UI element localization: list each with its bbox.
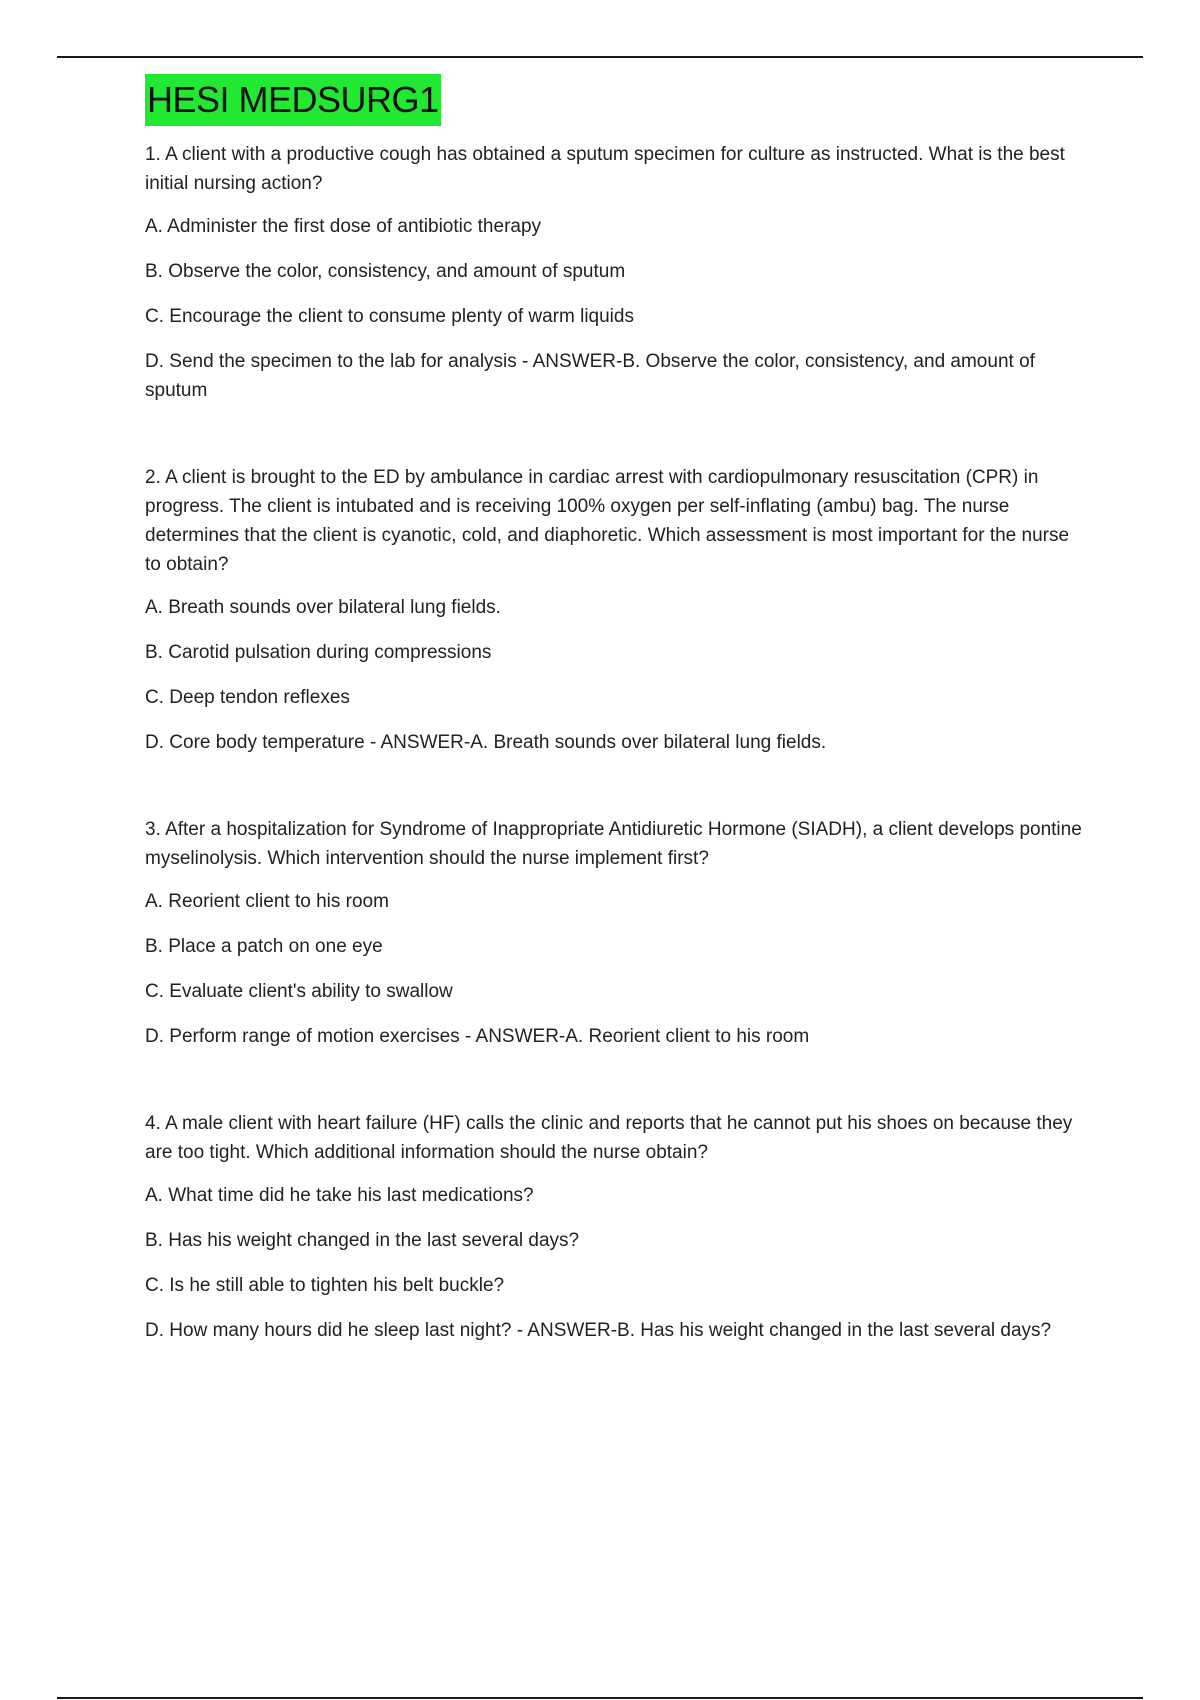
document-title: HESI MEDSURG1 xyxy=(145,74,441,126)
answer-option-a: A. Administer the first dose of antibiotic therapy xyxy=(145,216,542,237)
answer-option-b: B. Observe the color, consistency, and amount of sputum xyxy=(145,261,626,282)
answer-option-d: D. Perform range of motion exercises - ANSWER-A. Reorient client to his room xyxy=(145,1026,810,1047)
answer-option-c: C. Evaluate client's ability to swallow xyxy=(145,981,453,1002)
answer-option-d: D. Core body temperature - ANSWER-A. Breath sounds over bilateral lung fields. xyxy=(145,732,827,753)
question-stem: 1. A client with a productive cough has obtained a sputum specimen for culture as instructed. What is the best initial nursing action? xyxy=(145,144,1065,194)
answer-option-d: D. How many hours did he sleep last night? - ANSWER-B. Has his weight changed in the last several days? xyxy=(145,1320,1052,1341)
answer-option-a: A. Reorient client to his room xyxy=(145,891,389,912)
question-stem: 2. A client is brought to the ED by ambulance in cardiac arrest with cardiopulmonary resuscitation (CPR) in progress. The client is intubated and is receiving 100% oxygen per self-inflating (ambu) bag. The nurse determines that the client is cyanotic, cold, and diaphoretic. Which assessment is most important for the nurse to obtain? xyxy=(145,467,1070,575)
answer-option-a: A. What time did he take his last medications? xyxy=(145,1185,534,1206)
answer-option-c: C. Is he still able to tighten his belt buckle? xyxy=(145,1275,505,1296)
question-stem: 3. After a hospitalization for Syndrome of Inappropriate Antidiuretic Hormone (SIADH), a client develops pontine myselinolysis. Which intervention should the nurse implement first? xyxy=(145,819,1082,869)
answer-option-b: B. Has his weight changed in the last several days? xyxy=(145,1230,580,1251)
question-1 xyxy=(145,140,1090,405)
question-3 xyxy=(145,815,1090,1051)
question-2 xyxy=(145,463,1090,757)
question-4 xyxy=(145,1109,1090,1345)
top-rule xyxy=(57,56,1143,58)
answer-option-b: B. Place a patch on one eye xyxy=(145,936,383,957)
answer-option-c: C. Encourage the client to consume plenty of warm liquids xyxy=(145,306,634,327)
answer-option-a: A. Breath sounds over bilateral lung fields. xyxy=(145,597,501,618)
question-stem: 4. A male client with heart failure (HF) calls the clinic and reports that he cannot put his shoes on because they are too tight. Which additional information should the nurse obtain? xyxy=(145,1113,1073,1163)
document-body xyxy=(145,74,1090,1345)
bottom-rule xyxy=(57,1697,1143,1699)
answer-option-d: D. Send the specimen to the lab for analysis - ANSWER-B. Observe the color, consistency, and amount of sputum xyxy=(145,351,1035,401)
answer-option-b: B. Carotid pulsation during compressions xyxy=(145,642,492,663)
answer-option-c: C. Deep tendon reflexes xyxy=(145,687,350,708)
